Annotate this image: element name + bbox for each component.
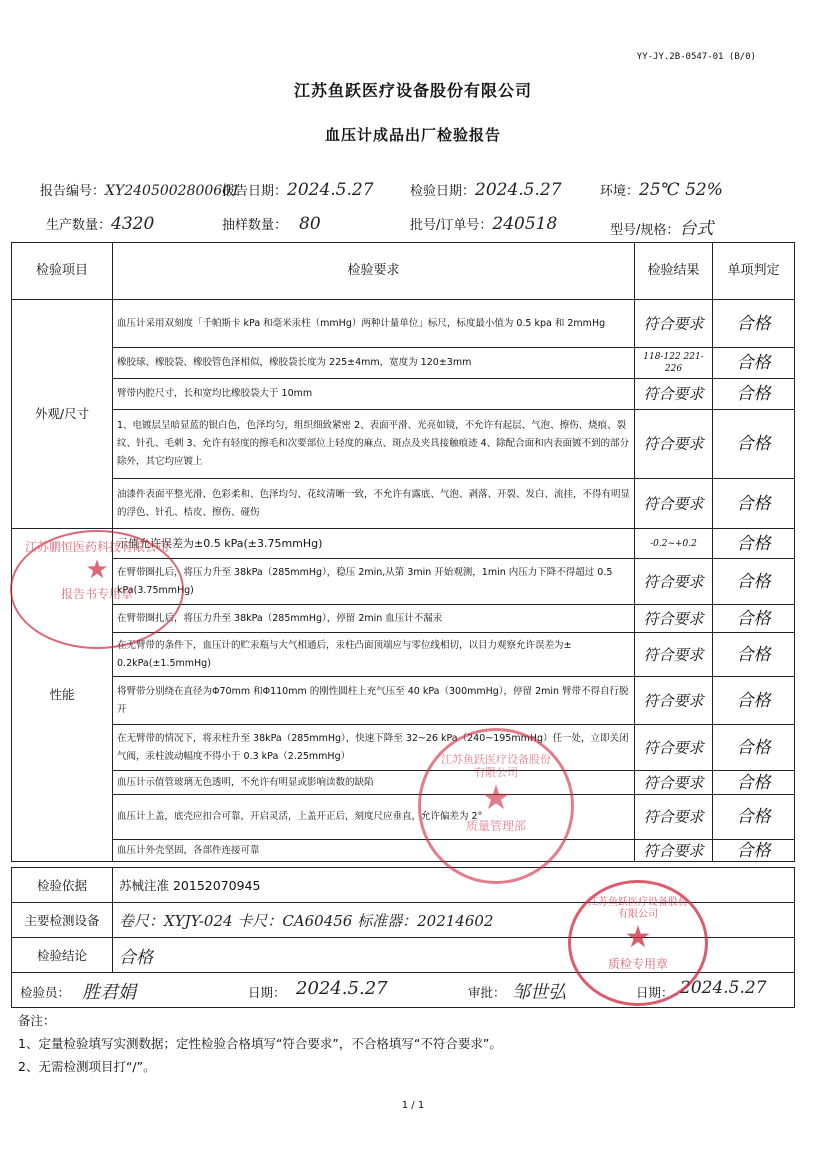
batch-field [410,214,557,234]
star-icon: ★ [624,920,652,955]
judgement-cell: 合格 [713,795,795,840]
env-field [600,180,723,200]
batch-value: 240518 [492,214,558,234]
inspect-date-field [410,180,562,200]
report-no-field [40,180,240,199]
judgement-cell: 合格 [713,479,795,529]
category-appearance: 外观/尺寸 [12,300,113,529]
middle-stamp [418,728,574,884]
result-cell: 符合要求 [635,633,713,677]
judgement-cell: 合格 [713,840,795,862]
result-cell: 符合要求 [635,677,713,725]
middle-stamp-text: 江苏鱼跃医疗设备股份有限公司 [441,753,551,779]
table-row [12,725,795,771]
document-number: YY-JY.2B-0547-01 (B/0) [636,52,756,62]
inspect-date-value: 2024.5.27 [475,180,562,200]
left-stamp-text: 江苏鹏恒医药科技有限公司 [24,540,169,554]
env-label: 环境： [600,184,640,199]
date2-value: 2024.5.27 [680,978,767,998]
table-row [12,479,795,529]
report-date-field [222,180,374,200]
date-label: 日期： [248,985,286,1000]
header-item: 检验项目 [12,243,113,300]
requirement-cell: 将臂带分别绕在直径为Φ70mm 和Φ110mm 的刚性圆柱上充气压至 40 kPa（300mmHg），停留 2min 臂带不得自行脱开 [113,677,635,725]
approver-signature: 邹世弘 [512,982,566,1003]
left-stamp-sub: 报告书专用章 [60,587,133,601]
inspector-label: 检验员： [20,985,71,1000]
qty-value: 4320 [111,214,155,234]
result-cell: 符合要求 [635,559,713,605]
judgement-cell: 合格 [713,725,795,771]
report-no-value: XY2405002800601 [105,183,241,199]
right-stamp-text: 江苏鱼跃医疗设备股份有限公司 [588,897,688,920]
right-stamp [568,880,708,1006]
inspect-date-label: 检验日期： [410,184,476,199]
result-cell: 符合要求 [635,840,713,862]
report-no-label: 报告编号： [40,184,106,199]
requirement-cell: 血压计示值管玻璃无色透明，不允许有明显或影响读数的缺陷 [113,771,635,795]
requirement-cell: 橡胶球、橡胶袋、橡胶管色泽相似，橡胶袋长度为 225±4mm，宽度为 120±3mm [113,348,635,379]
table-header-row [12,243,795,300]
sample-value: 80 [299,214,321,234]
result-cell: 符合要求 [635,479,713,529]
model-value: 台式 [679,219,714,239]
table-row [12,771,795,795]
star-icon: ★ [480,778,512,818]
basis-value: 苏械注准 20152070945 [113,868,795,903]
env-value: 25℃ 52% [639,180,723,200]
table-row [12,348,795,379]
result-cell: 符合要求 [635,605,713,633]
result-cell: 符合要求 [635,379,713,410]
table-row [12,795,795,840]
right-stamp-sub: 质检专用章 [607,957,668,971]
header-requirement: 检验要求 [113,243,635,300]
table-row [12,840,795,862]
requirement-cell: 臂带内腔尺寸，长和宽均比橡胶袋大于 10mm [113,379,635,410]
judgement-cell: 合格 [713,529,795,559]
requirement-cell: 在臂带圈扎后，将压力升至 38kPa（285mmHg），稳压 2min,从第 3min 开始观测，1min 内压力下降不得超过 0.5 kPa(3.75mmHg) [113,559,635,605]
note-item: 2、无需检测项目打“/”。 [18,1059,156,1074]
qty-label: 生产数量： [46,218,112,233]
qty-field [46,214,154,234]
requirement-cell: 油漆件表面平整光滑、色彩柔和、色泽均匀、花纹清晰一致，不允许有露底、气泡、剥落、开裂、发白、流挂，不得有明显的浮色、针孔、桔皮、擦伤、碰伤 [113,479,635,529]
result-cell: 符合要求 [635,725,713,771]
conclusion-value: 合格 [113,938,795,973]
category-performance: 性能 [12,529,113,862]
judgement-cell: 合格 [713,348,795,379]
judgement-cell: 合格 [713,300,795,348]
date2-label: 日期： [636,985,674,1000]
result-cell: 符合要求 [635,771,713,795]
result-cell: 符合要求 [635,410,713,479]
table-row [12,677,795,725]
equipment-label: 主要检测设备 [12,903,113,938]
table-row [12,300,795,348]
requirement-cell: 血压计上盖，底壳应扣合可靠，开启灵活，上盖开正后，刻度尺应垂直，允许偏差为 2° [113,795,635,840]
result-cell: 符合要求 [635,300,713,348]
header-judgement: 单项判定 [713,243,795,300]
left-stamp [10,530,184,649]
judgement-cell: 合格 [713,379,795,410]
result-cell: 符合要求 [635,795,713,840]
note-item: 1、定量检验填写实测数据；定性检验合格填写“符合要求”，不合格填写“不符合要求”。 [18,1036,502,1051]
requirement-cell: 血压计采用双刻度「千帕斯卡 kPa 和毫米汞柱（mmHg）两种计量单位」标尺，标度最小值为 0.5 kpa 和 2mmHg [113,300,635,348]
judgement-cell: 合格 [713,633,795,677]
requirement-cell: 在无臂带的条件下，血压计的贮汞瓶与大气相通后，汞柱凸面顶端应与零位线相切，以目力观察允许误差为± 0.2kPa(±1.5mmHg) [113,633,635,677]
requirement-cell: 示值允许误差为±0.5 kPa(±3.75mmHg) [113,529,635,559]
report-date-label: 报告日期： [222,184,288,199]
conclusion-label: 检验结论 [12,938,113,973]
basis-label: 检验依据 [12,868,113,903]
judgement-cell: 合格 [713,677,795,725]
judgement-cell: 合格 [713,559,795,605]
table-row [12,379,795,410]
report-title: 血压计成品出厂检验报告 [324,126,501,144]
approver-label: 审批： [468,985,506,1000]
star-icon: ★ [85,555,109,585]
inspector-signature: 胜君娟 [82,982,136,1003]
requirement-cell: 1、电镀层呈暗显蓝的银白色，色泽均匀，组织细致紧密 2、表面平滑、光亮如镜，不允许有起层、气泡、擦伤、烧痕、裂纹、针孔、毛刺 3、允许有轻度的擦毛和次要部位上轻度的麻点、斑点及夹具接触痕迹 4、除配合面和内表面镀不到的部分除外，其它均应镀上 [113,410,635,479]
requirement-cell: 在臂带圈扎后，将压力升至 38kPa（285mmHg），停留 2min 血压计不漏汞 [113,605,635,633]
requirement-cell: 血压计外壳坚固，各部件连接可靠 [113,840,635,862]
judgement-cell: 合格 [713,410,795,479]
equipment-value: 卷尺：XYJY-024 卡尺：CA60456 标准器：20214602 [113,903,795,938]
batch-label: 批号/订单号： [410,218,493,233]
table-row [12,410,795,479]
company-name: 江苏鱼跃医疗设备股份有限公司 [293,81,532,100]
middle-stamp-sub: 质量管理部 [465,819,526,833]
requirement-cell: 在无臂带的情况下，将汞柱升至 38kPa（285mmHg），快速下降至 32~26 kPa（240~195mmHg）任一处，立即关闭气阀，汞柱波动幅度不得小于 0.3 kPa（2.25mmHg） [113,725,635,771]
notes-title: 备注： [18,1013,56,1028]
page-number: 1 / 1 [401,1100,425,1111]
model-label: 型号/规格： [610,223,680,238]
sample-label: 抽样数量： [222,218,288,233]
judgement-cell: 合格 [713,605,795,633]
header-result: 检验结果 [635,243,713,300]
sample-field [222,214,321,234]
result-cell: -0.2~+0.2 [635,529,713,559]
date-value: 2024.5.27 [296,978,388,999]
model-field [610,214,713,239]
result-cell: 118-122 221-226 [635,348,713,379]
report-date-value: 2024.5.27 [287,180,374,200]
judgement-cell: 合格 [713,771,795,795]
